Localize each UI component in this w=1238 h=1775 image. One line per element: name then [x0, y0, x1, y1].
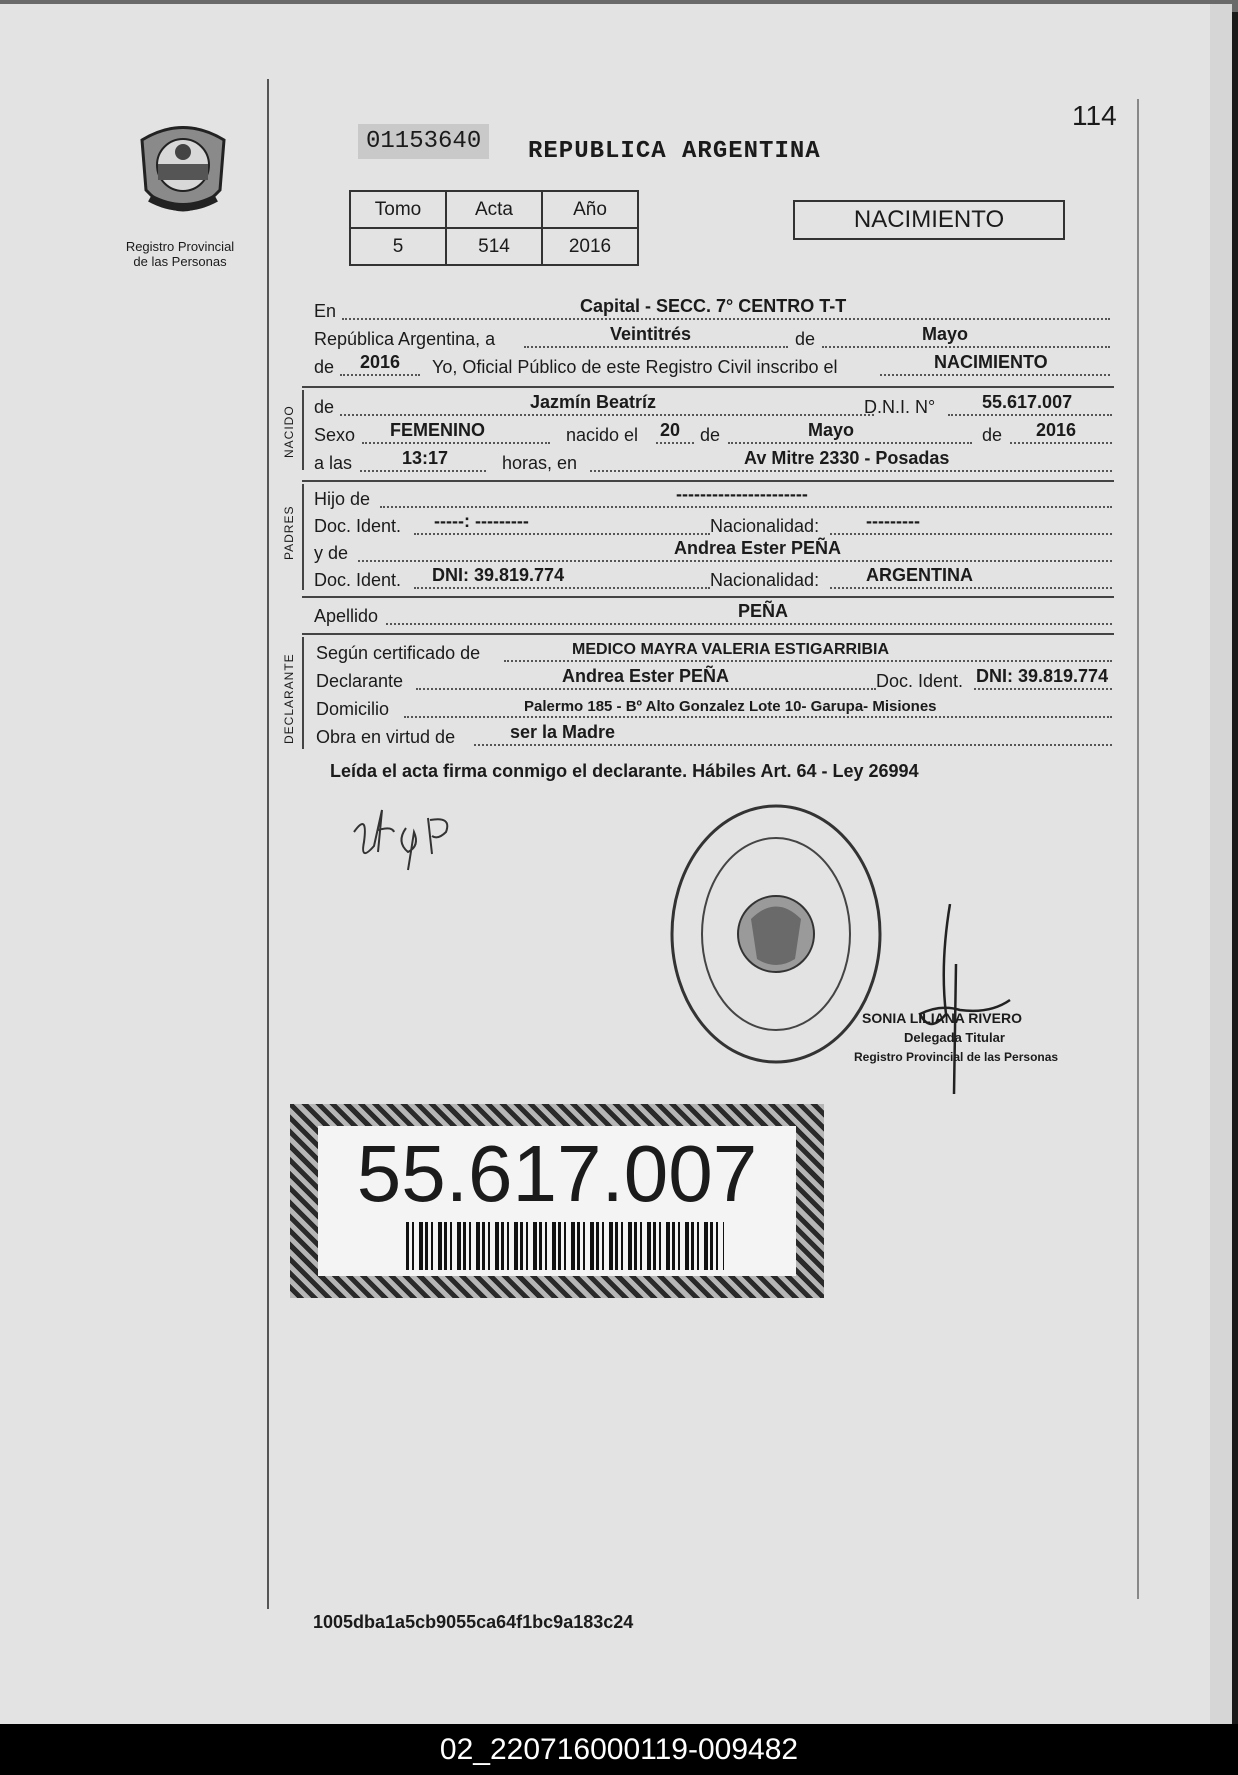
barcode-number: 55.617.007: [356, 1129, 758, 1218]
label-de: de: [314, 357, 335, 377]
declarant-initials-signature: [348, 802, 468, 877]
dotted-line: [948, 414, 1112, 416]
value-madre: Andrea Ester PEÑA: [674, 538, 842, 558]
value-declarante-doc: DNI: 39.819.774: [976, 666, 1109, 686]
label-apellido: Apellido: [314, 606, 379, 626]
value-obra: ser la Madre: [510, 722, 616, 742]
dotted-line: [386, 623, 1112, 625]
sheet-edge: [1210, 4, 1232, 1724]
registry-value-tomo: 5: [350, 228, 446, 265]
certificate-type-box: NACIMIENTO: [793, 200, 1065, 240]
signer-role: Delegada Titular: [904, 1030, 1005, 1045]
value-declarante: Andrea Ester PEÑA: [562, 666, 730, 686]
value-mes-nac: Mayo: [808, 420, 855, 440]
file-id: 02_220716000119-009482: [439, 1733, 799, 1766]
province-seal-logo: [128, 120, 238, 235]
official-stamp: [665, 799, 887, 1074]
value-anio: 2016: [360, 352, 401, 372]
label-de: de: [314, 397, 335, 417]
page-number: 114: [1072, 100, 1117, 131]
label-de: de: [795, 329, 816, 349]
value-apellido: PEÑA: [738, 601, 789, 621]
signer-name: SONIA LILIANA RIVERO: [862, 1010, 1022, 1026]
dotted-line: [504, 660, 1112, 662]
side-bracket-padres: [302, 484, 304, 590]
official-stamp-icon: [665, 799, 887, 1069]
label-obra: Obra en virtud de: [316, 727, 456, 747]
value-nombre: Jazmín Beatríz: [530, 392, 657, 412]
row-domicilio: [314, 698, 1114, 720]
label-nacionalidad: Nacionalidad:: [710, 516, 820, 536]
row-anio-acto: [314, 352, 1114, 378]
label-domicilio: Domicilio: [316, 699, 390, 719]
dotted-line: [524, 346, 788, 348]
handwritten-signature-icon: [890, 904, 1030, 1104]
serial-number: 01153640: [358, 124, 489, 159]
side-label-padres: PADRES: [282, 505, 296, 560]
dotted-line: [474, 744, 1112, 746]
label-de: de: [982, 425, 1003, 445]
official-signature: [890, 904, 1030, 1109]
logo-caption-line2: de las Personas: [133, 254, 227, 269]
label-republica: República Argentina, a: [314, 329, 496, 349]
label-de: de: [700, 425, 721, 445]
dotted-line: [830, 533, 1112, 535]
dotted-line: [880, 374, 1110, 376]
right-margin-line: [1137, 99, 1139, 1599]
dotted-line: [830, 587, 1112, 589]
value-certificado: MEDICO MAYRA VALERIA ESTIGARRIBIA: [572, 641, 890, 658]
dotted-line: [414, 533, 710, 535]
dotted-line: [360, 470, 486, 472]
label-declarante: Declarante: [316, 671, 404, 691]
label-yo-oficial: Yo, Oficial Público de este Registro Civil inscribo el: [432, 357, 838, 377]
registry-table: [349, 190, 639, 266]
label-y-de: y de: [314, 543, 349, 563]
handwritten-initials-icon: [348, 802, 468, 872]
province-seal-icon: [128, 120, 238, 230]
dotted-line: [340, 414, 874, 416]
value-madre-nac: ARGENTINA: [866, 565, 973, 585]
row-lugar: [314, 296, 1114, 322]
dotted-line: [362, 442, 550, 444]
row-certificado: [314, 642, 1114, 664]
label-doc-ident: Doc. Ident.: [876, 671, 964, 691]
row-madre-doc: [314, 565, 1114, 591]
value-padre-doc: -----: ---------: [434, 511, 529, 531]
value-mes: Mayo: [922, 324, 969, 344]
value-dia-texto: Veintitrés: [610, 324, 692, 344]
section-divider: [302, 480, 1114, 482]
label-dni: D.N.I. N°: [864, 397, 936, 417]
dotted-line: [342, 318, 1110, 320]
value-hora: 13:17: [402, 448, 449, 468]
registry-header-acta: Acta: [446, 191, 542, 228]
label-nacido-el: nacido el: [566, 425, 639, 445]
row-hora-lugar: [314, 448, 1114, 474]
value-madre-doc: DNI: 39.819.774: [432, 565, 565, 585]
value-lugar: Capital - SECC. 7° CENTRO T-T: [580, 296, 847, 316]
page-title: REPUBLICA ARGENTINA: [528, 138, 821, 165]
label-doc-ident: Doc. Ident.: [314, 570, 402, 590]
dotted-line: [404, 716, 1112, 718]
file-id-bar: [0, 1724, 1238, 1775]
value-padre: ----------------------: [676, 484, 808, 504]
label-horas-en: horas, en: [502, 453, 578, 473]
row-padre-doc: [314, 511, 1114, 537]
label-en: En: [314, 301, 337, 321]
side-bracket-declarante: [302, 637, 304, 749]
label-sexo: Sexo: [314, 425, 356, 445]
registry-header-anio: Año: [542, 191, 638, 228]
row-fecha: [314, 324, 1114, 350]
value-dia-nac: 20: [660, 420, 681, 440]
document-hash: 1005dba1a5cb9055ca64f1bc9a183c24: [313, 1612, 634, 1632]
value-acto: NACIMIENTO: [934, 352, 1048, 372]
barcode-bars: [406, 1222, 724, 1270]
closing-statement: Leída el acta firma conmigo el declarante. Hábiles Art. 64 - Ley 26994: [330, 761, 919, 781]
side-label-declarante: DECLARANTE: [282, 653, 296, 744]
section-divider: [302, 386, 1114, 388]
dotted-line: [416, 688, 876, 690]
logo-caption-line1: Registro Provincial: [125, 239, 235, 254]
dotted-line: [1010, 442, 1112, 444]
section-divider: [302, 596, 1114, 598]
row-nombre: [314, 392, 1114, 418]
row-apellido: [314, 601, 1114, 627]
dotted-line: [380, 506, 1112, 508]
barcode-label: [290, 1104, 824, 1298]
registry-header-tomo: Tomo: [350, 191, 446, 228]
side-bracket-nacido: [302, 390, 304, 470]
birth-certificate-sheet: [0, 4, 1232, 1724]
dotted-line: [340, 374, 420, 376]
value-anio-nac: 2016: [1036, 420, 1077, 440]
dotted-line: [974, 688, 1112, 690]
section-divider: [302, 633, 1114, 635]
barcode-panel: [318, 1126, 796, 1276]
dotted-line: [656, 442, 694, 444]
dotted-line: [358, 560, 1112, 562]
label-nacionalidad: Nacionalidad:: [710, 570, 820, 590]
row-obra: [314, 722, 1114, 748]
logo-caption: [110, 239, 250, 269]
registry-value-anio: 2016: [542, 228, 638, 265]
dotted-line: [414, 587, 710, 589]
label-segun: Según certificado de: [316, 643, 481, 663]
label-a-las: a las: [314, 453, 353, 473]
registry-value-acta: 514: [446, 228, 542, 265]
row-padre: [314, 484, 1114, 510]
row-declarante: [314, 666, 1114, 692]
row-sexo-fecha-nac: [314, 420, 1114, 446]
label-doc-ident: Doc. Ident.: [314, 516, 402, 536]
dotted-line: [590, 470, 1112, 472]
row-madre: [314, 538, 1114, 564]
dotted-line: [728, 442, 972, 444]
signer-office: Registro Provincial de las Personas: [854, 1050, 1059, 1064]
left-margin-line: [267, 79, 269, 1609]
value-lugar-nac: Av Mitre 2330 - Posadas: [744, 448, 950, 468]
label-hijo-de: Hijo de: [314, 489, 371, 509]
value-sexo: FEMENINO: [390, 420, 486, 440]
dotted-line: [822, 346, 1110, 348]
value-dni: 55.617.007: [982, 392, 1073, 412]
side-label-nacido: NACIDO: [282, 405, 296, 458]
value-padre-nac: ---------: [866, 511, 920, 531]
value-domicilio: Palermo 185 - Bº Alto Gonzalez Lote 10- Garupa- Misiones: [524, 698, 937, 715]
